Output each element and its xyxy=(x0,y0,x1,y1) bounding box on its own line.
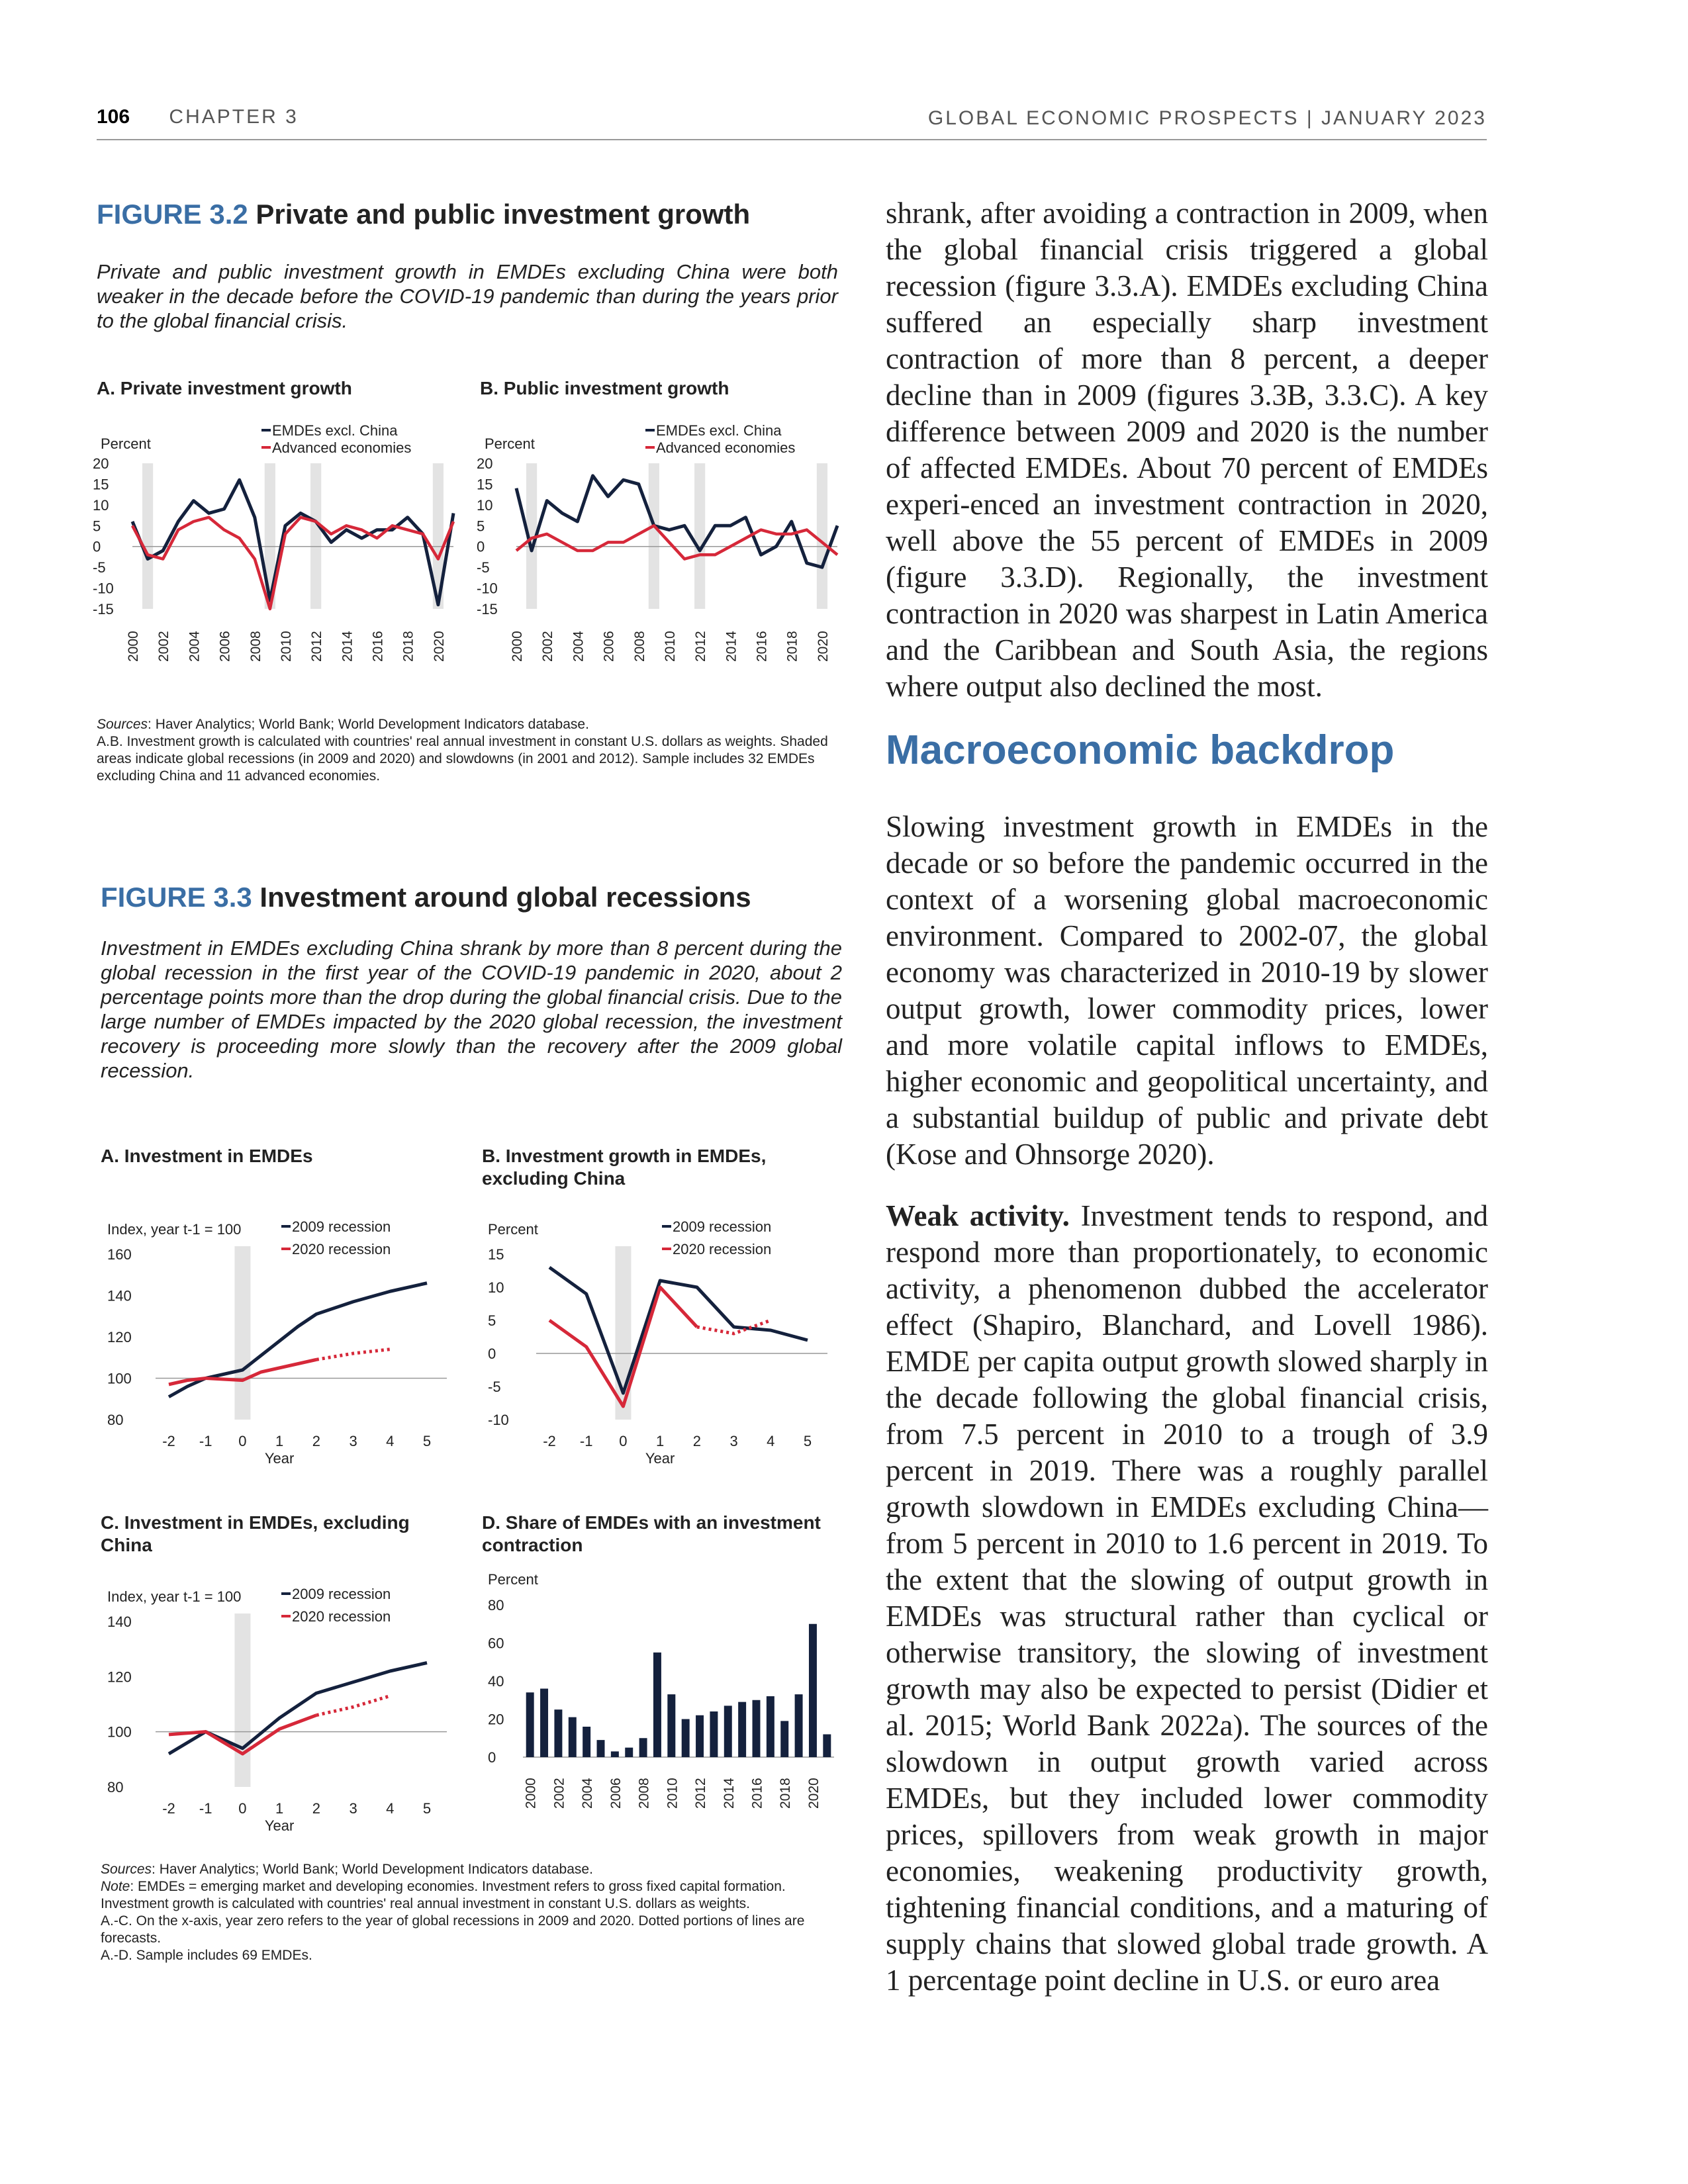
recession-shade xyxy=(142,463,153,609)
figure-3-2-subtitle: Private and public investment growth in EMDEs excluding China were both weaker in the decade before the COVID-19 pandemic than during the years prior to the global financial crisis. xyxy=(97,260,838,332)
x-tick-label: 4 xyxy=(386,1433,395,1449)
legend-label: 2020 recession xyxy=(292,1241,391,1257)
x-tick-label: 4 xyxy=(386,1800,395,1817)
x-tick-label: 2000 xyxy=(510,631,525,662)
legend-label: 2009 recession xyxy=(292,1218,391,1235)
y-tick-label: -5 xyxy=(488,1379,501,1395)
legend-label: EMDEs excl. China xyxy=(656,422,782,439)
panel-title: C. Investment in EMDEs, excluding China xyxy=(101,1512,410,1555)
y-tick-label: -5 xyxy=(93,559,106,576)
bar xyxy=(767,1696,774,1757)
bar xyxy=(696,1715,704,1757)
y-tick-label: -5 xyxy=(477,559,490,576)
bar xyxy=(639,1738,647,1757)
y-axis-label: Percent xyxy=(488,1571,538,1588)
y-tick-label: 0 xyxy=(477,538,485,555)
chart-share-contraction xyxy=(473,1569,844,1840)
paragraph-1: shrank, after avoiding a contraction in 2009, when the global financial crisis triggered a global recession (figure 3.3.A). EMDEs excluding China suffered an especially sharp investment contraction of more than 8 percent, a deeper decline than in 2009 (figures 3.3B, 3.3.C). A key difference between 2009 and 2020 is the number of affected EMDEs. About 70 percent of EMDEs experi-enced an investment contraction in 2020, well above the 55 percent of EMDEs in 2009 (figure 3.3.D). Regionally, the investment contraction in 2020 was sharpest in Latin America and the Caribbean and South Asia, the regions where output also declined the most. xyxy=(886,197,1488,703)
header-rule xyxy=(97,139,1487,140)
y-tick-label: 140 xyxy=(107,1614,132,1630)
x-tick-label: -2 xyxy=(162,1800,175,1817)
recession-shade xyxy=(234,1614,250,1787)
y-tick-label: 10 xyxy=(477,496,493,514)
bar xyxy=(540,1689,548,1758)
bar xyxy=(780,1721,788,1757)
figure-3-3-notes xyxy=(101,1861,835,1964)
x-tick-label: 2004 xyxy=(187,631,203,662)
x-tick-label: 2020 xyxy=(431,631,447,662)
bar xyxy=(710,1711,718,1757)
series-line xyxy=(132,480,453,605)
bar xyxy=(682,1719,690,1758)
y-tick-label: 20 xyxy=(477,455,493,472)
legend-label: Advanced economies xyxy=(272,439,412,456)
series-line-2020-forecast xyxy=(316,1349,390,1360)
legend-label: 2009 recession xyxy=(673,1218,772,1235)
figure-number: FIGURE 3.2 xyxy=(97,199,248,230)
chart-investment-growth-excl-china xyxy=(473,1201,844,1479)
y-tick-label: 20 xyxy=(93,455,109,472)
series-line-2009 xyxy=(169,1663,427,1754)
x-tick-label: 2010 xyxy=(278,631,294,662)
y-tick-label: 0 xyxy=(488,1749,496,1766)
bar xyxy=(526,1692,534,1757)
x-tick-label: 5 xyxy=(422,1800,432,1817)
sources-label: Sources xyxy=(97,717,148,732)
bar xyxy=(611,1751,619,1757)
x-tick-label: 2006 xyxy=(601,631,617,662)
legend-label: Advanced economies xyxy=(656,439,796,456)
x-tick-label: 5 xyxy=(803,1433,812,1449)
bar xyxy=(569,1717,577,1757)
x-tick-label: 1 xyxy=(656,1433,665,1449)
x-axis-label: Year xyxy=(264,1450,295,1467)
bar xyxy=(809,1624,817,1757)
y-axis-label: Index, year t-1 = 100 xyxy=(107,1588,242,1605)
y-tick-label: 15 xyxy=(488,1246,504,1263)
chart-investment-emdes xyxy=(93,1201,463,1479)
recession-shade xyxy=(817,463,827,609)
y-tick-label: 80 xyxy=(107,1779,124,1796)
x-tick-label: 2012 xyxy=(693,631,709,662)
y-tick-label: -15 xyxy=(93,601,114,617)
y-tick-label: 5 xyxy=(477,518,485,535)
bar xyxy=(653,1653,661,1757)
publication-title: GLOBAL ECONOMIC PROSPECTS | JANUARY 2023 xyxy=(927,107,1487,129)
bar xyxy=(753,1700,761,1757)
x-tick-label: 4 xyxy=(767,1433,775,1449)
figure-3-3-subtitle: Investment in EMDEs excluding China shrank by more than 8 percent during the global recession in the first year of the COVID-19 pandemic in 2020, about 2 percentage points more than the drop during the global financial crisis. Due to the large number of EMDEs impacted by the 2020 global recession, the investment recovery is proceeding more slowly than the recovery after the 2009 global recession. xyxy=(101,936,842,1082)
paragraph-3-text: Investment tends to respond, and respond more than proportionately, to economic activity, a phenomenon dubbed the accelerator effect (Shapiro, Blanchard, and Lovell 1986). EMDE per capita output growth slowed sharply in the decade following the global financial crisis, from 7.5 percent in 2010 to a trough of 3.9 percent in 2019. There was a roughly parallel growth slowdown in EMDEs excluding China—from 5 percent in 2010 to 1.6 percent in 2019. To the extent that the slowing of output growth in EMDEs was structural rather than cyclical or otherwise transitory, the slowing of investment growth may also be expected to persist (Didier et al. 2015; World Bank 2022a). The sources of the slowdown in output growth varied across EMDEs, but they included lower commodity prices, spillovers from weak growth in major economies, weakening productivity growth, tightening financial conditions, and a maturing of supply chains that slowed global trade growth. A 1 percentage point decline in U.S. or euro area xyxy=(886,1199,1488,1997)
y-tick-label: 120 xyxy=(107,1668,132,1686)
figure-title-text: Private and public investment growth xyxy=(256,199,751,230)
figure-3-2-notes xyxy=(97,716,838,785)
y-tick-label: -10 xyxy=(477,580,498,597)
y-tick-label: -15 xyxy=(477,601,498,617)
page-header xyxy=(97,106,299,128)
x-tick-label: 2006 xyxy=(608,1778,624,1809)
x-tick-label: 2018 xyxy=(400,631,416,662)
sources-text: : Haver Analytics; World Bank; World Development Indicators database. xyxy=(152,1862,593,1877)
x-axis-label: Year xyxy=(264,1817,295,1834)
x-tick-label: 2000 xyxy=(126,631,141,662)
y-tick-label: -10 xyxy=(488,1412,509,1428)
y-tick-label: 40 xyxy=(488,1673,504,1690)
y-tick-label: 80 xyxy=(488,1597,504,1614)
legend-label: EMDEs excl. China xyxy=(272,422,398,439)
x-tick-label: 0 xyxy=(238,1433,247,1449)
x-tick-label: 2016 xyxy=(749,1778,765,1809)
x-tick-label: 2016 xyxy=(754,631,770,662)
x-tick-label: 5 xyxy=(422,1433,432,1449)
chart-investment-excl-china xyxy=(93,1569,463,1840)
x-tick-label: 2008 xyxy=(636,1778,652,1809)
y-tick-label: 80 xyxy=(107,1412,124,1428)
bar xyxy=(554,1709,562,1757)
x-tick-label: 2010 xyxy=(665,1778,680,1809)
note-text: : EMDEs = emerging market and developing economies. Investment refers to gross fixed capital formation. Investment growth is calculated with countries' real annual investment in constant U.S. dollars as weights. xyxy=(101,1879,786,1911)
x-tick-label: 2016 xyxy=(370,631,386,662)
x-tick-label: -2 xyxy=(162,1433,175,1449)
y-tick-label: 100 xyxy=(107,1723,132,1741)
y-tick-label: 0 xyxy=(93,538,101,555)
panel-title: D. Share of EMDEs with an investment contraction xyxy=(482,1512,821,1555)
panel-title: B. Investment growth in EMDEs, excluding China xyxy=(482,1146,767,1189)
x-tick-label: 2 xyxy=(692,1433,701,1449)
page-number: 106 xyxy=(97,106,130,128)
note-label: Note xyxy=(101,1879,130,1894)
x-tick-label: 3 xyxy=(349,1800,357,1817)
chart-public-investment xyxy=(470,410,847,702)
x-tick-label: 2 xyxy=(312,1800,320,1817)
bar xyxy=(667,1694,675,1757)
x-tick-label: 2008 xyxy=(632,631,647,662)
x-tick-label: 2018 xyxy=(778,1778,794,1809)
x-tick-label: 0 xyxy=(619,1433,628,1449)
sources-text: : Haver Analytics; World Bank; World Development Indicators database. xyxy=(148,717,589,732)
bar xyxy=(795,1694,803,1757)
x-tick-label: 2002 xyxy=(540,631,556,662)
series-line-2009 xyxy=(549,1267,808,1393)
chapter-label: CHAPTER 3 xyxy=(169,106,299,128)
x-tick-label: 2012 xyxy=(693,1778,709,1809)
x-tick-label: 2020 xyxy=(815,631,831,662)
x-tick-label: 2006 xyxy=(217,631,233,662)
x-tick-label: 2014 xyxy=(724,631,739,662)
note-ab: A.B. Investment growth is calculated with countries' real annual investment in constant U.S. dollars as weights. Shaded areas indicate global recessions (in 2009 and 2020) and slowdowns (in 2001 and 2012). Sample includes 32 EMDEs excluding China and 11 advanced economies. xyxy=(97,734,828,784)
x-tick-label: 2 xyxy=(312,1433,320,1449)
bar xyxy=(823,1735,831,1758)
x-tick-label: 2018 xyxy=(784,631,800,662)
paragraph-lead: Weak activity. xyxy=(886,1199,1070,1232)
y-tick-label: 140 xyxy=(107,1287,132,1304)
legend-label: 2009 recession xyxy=(292,1586,391,1602)
x-tick-label: 1 xyxy=(275,1800,284,1817)
y-axis-label: Percent xyxy=(485,435,535,452)
x-axis-label: Year xyxy=(645,1450,675,1467)
paragraph-3 xyxy=(886,1198,1488,1999)
y-tick-label: 10 xyxy=(488,1279,504,1296)
recession-shade xyxy=(694,463,705,609)
bar xyxy=(724,1706,732,1757)
y-axis-label: Percent xyxy=(488,1221,538,1238)
note-ad: A.-D. Sample includes 69 EMDEs. xyxy=(101,1948,312,1963)
x-tick-label: 2014 xyxy=(340,631,355,662)
panel-title: B. Public investment growth xyxy=(480,378,729,398)
recession-shade xyxy=(310,463,321,609)
y-tick-label: 15 xyxy=(477,476,493,493)
series-line xyxy=(516,525,837,559)
x-tick-label: -1 xyxy=(199,1800,212,1817)
panel-title: A. Private investment growth xyxy=(97,378,352,398)
x-tick-label: -2 xyxy=(543,1433,556,1449)
x-tick-label: 1 xyxy=(275,1433,284,1449)
y-tick-label: 120 xyxy=(107,1329,132,1345)
y-axis-label: Index, year t-1 = 100 xyxy=(107,1221,242,1238)
series-line xyxy=(516,476,837,567)
bar xyxy=(738,1702,746,1757)
y-tick-label: 100 xyxy=(107,1370,132,1387)
bar xyxy=(597,1740,605,1757)
figure-3-2-title xyxy=(97,199,750,230)
y-tick-label: 60 xyxy=(488,1635,504,1652)
y-tick-label: 20 xyxy=(488,1711,504,1728)
y-tick-label: -10 xyxy=(93,580,114,597)
y-tick-label: 5 xyxy=(488,1312,496,1329)
figure-title-text: Investment around global recessions xyxy=(259,882,751,913)
figure-number: FIGURE 3.3 xyxy=(101,882,252,913)
recession-shade xyxy=(234,1246,250,1420)
x-tick-label: 2010 xyxy=(662,631,678,662)
sources-label: Sources xyxy=(101,1862,152,1877)
legend-label: 2020 recession xyxy=(292,1608,391,1625)
x-tick-label: 2002 xyxy=(551,1778,567,1809)
x-tick-label: 2004 xyxy=(580,1778,596,1809)
figure-3-3-title xyxy=(101,882,751,913)
recession-shade xyxy=(649,463,659,609)
y-tick-label: 5 xyxy=(93,518,101,535)
panel-title: A. Investment in EMDEs xyxy=(101,1146,313,1166)
y-tick-label: 15 xyxy=(93,476,109,493)
y-axis-label: Percent xyxy=(101,435,151,452)
series-line xyxy=(132,518,453,609)
bar xyxy=(625,1748,633,1757)
y-tick-label: 10 xyxy=(93,496,109,514)
x-tick-label: 2014 xyxy=(721,1778,737,1809)
legend-label: 2020 recession xyxy=(673,1241,772,1257)
x-tick-label: 3 xyxy=(349,1433,357,1449)
x-tick-label: 2002 xyxy=(156,631,172,662)
x-tick-label: -1 xyxy=(579,1433,593,1449)
y-tick-label: 0 xyxy=(488,1345,496,1362)
x-tick-label: 2008 xyxy=(248,631,263,662)
section-heading: Macroeconomic backdrop xyxy=(886,727,1395,773)
series-line-2020-forecast xyxy=(316,1696,390,1715)
x-tick-label: 2000 xyxy=(523,1778,539,1809)
chart-private-investment xyxy=(86,410,463,702)
x-tick-label: 2020 xyxy=(806,1778,821,1809)
note-ac: A.-C. On the x-axis, year zero refers to the year of global recessions in 2009 and 2020. Dotted portions of lines are forecasts. xyxy=(101,1913,805,1946)
x-tick-label: -1 xyxy=(199,1433,212,1449)
x-tick-label: 3 xyxy=(729,1433,738,1449)
x-tick-label: 0 xyxy=(238,1800,247,1817)
x-tick-label: 2012 xyxy=(309,631,325,662)
bar xyxy=(583,1727,590,1757)
x-tick-label: 2004 xyxy=(571,631,586,662)
y-tick-label: 160 xyxy=(107,1246,132,1263)
paragraph-2: Slowing investment growth in EMDEs in the decade or so before the pandemic occurred in the context of a worsening global macroeconomic environment. Compared to 2002-07, the global economy was characterized in 2010-19 by slower output growth, lower commodity prices, lower and more volatile capital inflows to EMDEs, higher economic and geopolitical uncertainty, and a substantial buildup of public and private debt (Kose and Ohnsorge 2020). xyxy=(886,810,1488,1171)
